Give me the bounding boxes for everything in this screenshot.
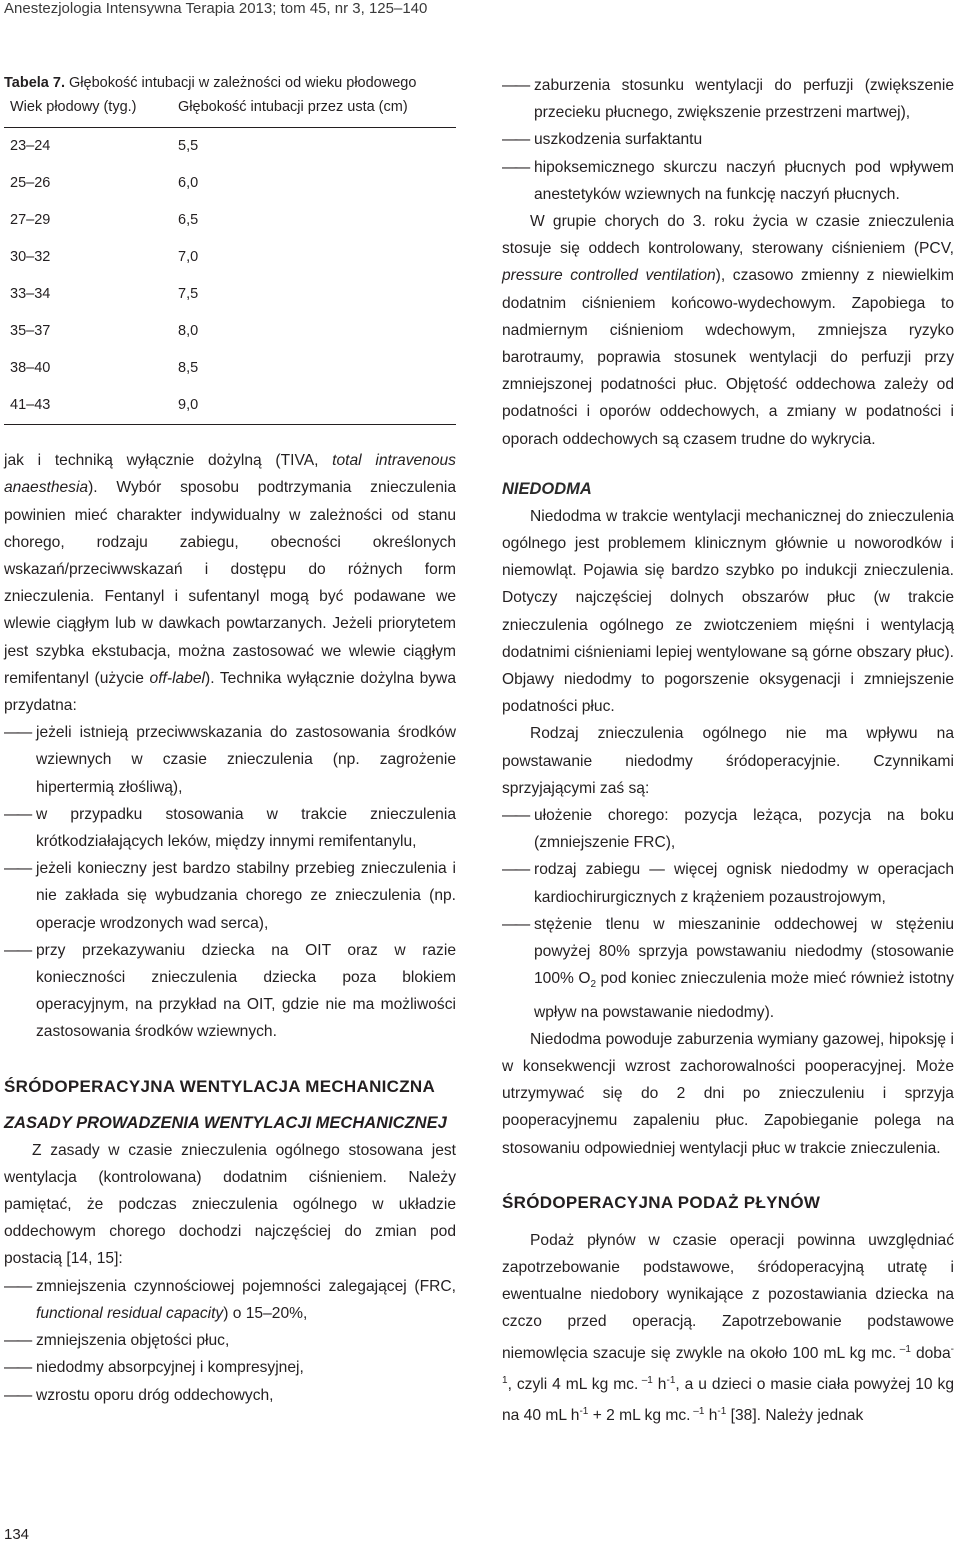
age-cell: 30–32 bbox=[10, 249, 51, 266]
depth-cell: 8,5 bbox=[178, 360, 199, 377]
depth-cell: 7,5 bbox=[178, 286, 199, 303]
table-row bbox=[4, 313, 456, 350]
age-cell: 23–24 bbox=[10, 138, 51, 155]
table-row bbox=[4, 128, 456, 166]
list-item: —— zaburzenia stosunku wentylacji do perfuzji (zwiększenie przecieku płucnego, zwiększenie przestrzeni martwej), bbox=[502, 72, 954, 126]
list-item: —— ułożenie chorego: pozycja leżąca, pozycja na boku (zmniejszenie FRC), bbox=[502, 802, 954, 856]
col-header-age: Wiek płodowy (tyg.) bbox=[4, 94, 178, 128]
right-paragraph-consequences: Niedodma powoduje zaburzenia wymiany gazowej, hipoksję i w konsekwencji wzrost zachorowalności pooperacyjnej. Może utrzymywać się do 2 dni po znieczuleniu i sprzyja pooperacyjnemu zapaleniu płuc. Zapobieganie polega na stosowaniu odpowiedniej wentylacji płuc w trakcie znieczulenia. bbox=[502, 1030, 954, 1157]
journal-header: Anestezjologia Intensywna Terapia 2013; tom 45, nr 3, 125–140 bbox=[4, 0, 428, 17]
section-heading-fluids: ŚRÓDOPERACYJNA PODAŻ PŁYNÓW bbox=[502, 1192, 821, 1212]
table-row bbox=[4, 350, 456, 387]
age-cell: 25–26 bbox=[10, 175, 51, 192]
right-paragraph-pcv: W grupie chorych do 3. roku życia w czasie znieczulenia stosuje się oddech kontrolowany, sterowany ciśnieniem (PCV, pressure controlled ventilation), czasowo zmienny z niewielkim dodatnim ciśnieniem końcowo-wydechowym. Zapobiega to nadmiernym ciśnieniom wdechowym, zmniejsza ryzyko barotraumy, poprawia stosunek wentylacji do perfuzji przy zmniejszonej podatności płuc. Objętość oddechowa zależy od podatności i oporów oddechowych, a zmiany w podatności i oporach oddechowych są czasem trudne do wykrycia. bbox=[502, 213, 954, 448]
section-heading-ventilation: ŚRÓDOPERACYJNA WENTYLACJA MECHANICZNA bbox=[4, 1076, 436, 1096]
page-number: 134 bbox=[4, 1526, 30, 1543]
subheading-atelectasis: NIEDODMA bbox=[502, 479, 592, 498]
right-paragraph-fluids: Podaż płynów w czasie operacji powinna uwzględniać zapotrzebowanie podstawowe, śródoperacyjną utratę i ewentualne niedobory wynikające z pozostawiania dziecka na czczo przed operacją. Zapotrzebowanie podstawowe niemowlęcia szacuje się zwykle na około 100 mL kg mc. $^{-1}$ doba$^{-1}$, czyli 4 mL kg mc. $^{-1}$ $h^{-1}$, a u dzieci o masie ciała powyżej 10 kg na 40 mL $h^{-1} + 2$ mL kg mc. $^{-1}$ $h^{-1}$ [38]. Należy jednak bbox=[502, 1231, 954, 1425]
list-item: —— hipoksemicznego skurczu naczyń płucnych pod wpływem anestetyków wziewnych na funkcję naczyń płucnych. bbox=[502, 154, 954, 208]
age-cell: 38–40 bbox=[10, 360, 51, 377]
depth-cell: 8,0 bbox=[178, 323, 199, 340]
table-row bbox=[4, 387, 456, 425]
list-item: —— zmniejszenia objętości płuc, bbox=[4, 1327, 456, 1354]
age-cell: 35–37 bbox=[10, 323, 51, 340]
list-item: —— przy przekazywaniu dziecka na OIT oraz w razie konieczności znieczulenia dziecka poza blokiem operacyjnym, na przykład na OIT, gdzie nie ma możliwości zastosowania środków wziewnych. bbox=[4, 937, 456, 1046]
table-row bbox=[4, 165, 456, 202]
list-item: —— w przypadku stosowania w trakcie znieczulenia krótkodziałających leków, między innymi remifentanylu, bbox=[4, 801, 456, 855]
right-paragraph-atelectasis: Niedodma w trakcie wentylacji mechanicznej do znieczulenia ogólnego jest problemem klinicznym głównie u noworodków i niemowląt. Pojawia się bardzo szybko po indukcji znieczulenia. Dotyczy najczęściej dolnych obszarów płuc (w trakcie znieczulenia ogólnego ze zwiotczeniem mięśni i wentylacją dodatnimi ciśnieniami lepiej wentylowane są górne obszary płuc). Objawy niedodmy to pogorszenie oksygenacji i zmniejszenie podatności płuc. bbox=[502, 507, 954, 716]
age-cell: 41–43 bbox=[4, 387, 178, 425]
subheading-ventilation-rules: ZASADY PROWADZENIA WENTYLACJI MECHANICZNEJ bbox=[4, 1113, 447, 1132]
list-item: —— niedodmy absorpcyjnej i kompresyjnej, bbox=[4, 1354, 456, 1381]
table-row bbox=[4, 239, 456, 276]
intubation-depth-table bbox=[4, 94, 456, 425]
tiva-indications-list bbox=[4, 719, 456, 1045]
right-paragraph-risk-factors: Rodzaj znieczulenia ogólnego nie ma wpływu na powstawanie niedodmy śródoperacyjnie. Czynnikami sprzyjającymi zaś są: bbox=[502, 725, 954, 797]
right-column bbox=[502, 72, 954, 1430]
list-item: —— stężenie tlenu w mieszaninie oddechowej w stężeniu powyżej 80% sprzyja powstawaniu niedodmy (stosowanie 100% $O_2$ pod koniec znieczulenia może mieć również istotny wpływ na powstawanie niedodmy). bbox=[502, 911, 954, 1026]
risk-factors-list bbox=[502, 802, 954, 1026]
depth-cell: 6,5 bbox=[178, 212, 199, 229]
age-cell: 33–34 bbox=[10, 286, 51, 303]
list-item: —— jeżeli konieczny jest bardzo stabilny przebieg znieczulenia i nie zakłada się wybudzania chorego ze znieczulenia (np. operacje wrodzonych wad serca), bbox=[4, 855, 456, 937]
left-paragraph-2: Z zasady w czasie znieczulenia ogólnego stosowana jest wentylacja (kontrolowana) dodatnim ciśnieniem. Należy pamiętać, że podczas znieczulenia ogólnego w układzie oddechowym chorego dochodzi najczęściej do zmian pod postacią [14, 15]: bbox=[4, 1141, 456, 1268]
depth-cell: 6,0 bbox=[178, 175, 199, 192]
table-body bbox=[4, 128, 456, 425]
list-item: —— jeżeli istnieją przeciwwskazania do zastosowania środków wziewnych w czasie znieczulenia (np. zagrożenie hipertermią złośliwą), bbox=[4, 719, 456, 801]
table-caption-label: Tabela 7. bbox=[4, 75, 65, 91]
list-item: —— rodzaj zabiegu — więcej ognisk niedodmy w operacjach kardiochirurgicznych z krążeniem pozaustrojowym, bbox=[502, 856, 954, 910]
list-item: —— uszkodzenia surfaktantu bbox=[502, 126, 954, 153]
table-row bbox=[4, 202, 456, 239]
depth-cell: 5,5 bbox=[178, 138, 199, 155]
respiratory-changes-list bbox=[4, 1273, 456, 1409]
col-header-depth: Głębokość intubacji przez usta (cm) bbox=[178, 94, 456, 128]
list-item: —— wzrostu oporu dróg oddechowych, bbox=[4, 1382, 456, 1409]
depth-cell: 7,0 bbox=[178, 249, 199, 266]
depth-cell: 9,0 bbox=[178, 387, 456, 425]
age-cell: 27–29 bbox=[10, 212, 51, 229]
left-column bbox=[4, 72, 456, 1409]
table-row bbox=[4, 276, 456, 313]
left-paragraph-1: jak i techniką wyłącznie dożylną (TIVA, total intravenous anaesthesia). Wybór sposobu podtrzymania znieczulenia powinien mieć charakter indywidualny w zależności od stanu chorego, rodzaju zabiegu, obecności określonych wskazań/przeciwwskazań i dostępu do różnych form znieczulenia. Fentanyl i sufentanyl mogą być podawane we wlewie ciągłym lub w dawkach powtarzanych. Jeżeli priorytetem jest szybka ekstubacja, można zastosować we wlewie ciągłym remifentanyl (użycie off-label). Technika wyłącznie dożylna bywa przydatna: bbox=[4, 452, 456, 715]
respiratory-changes-list-continued bbox=[502, 72, 954, 208]
table-caption-text: Głębokość intubacji w zależności od wieku płodowego bbox=[69, 75, 417, 91]
table-caption bbox=[4, 72, 456, 94]
list-item: —— zmniejszenia czynnościowej pojemności zalegającej (FRC, functional residual capacity) o 15–20%, bbox=[4, 1273, 456, 1327]
